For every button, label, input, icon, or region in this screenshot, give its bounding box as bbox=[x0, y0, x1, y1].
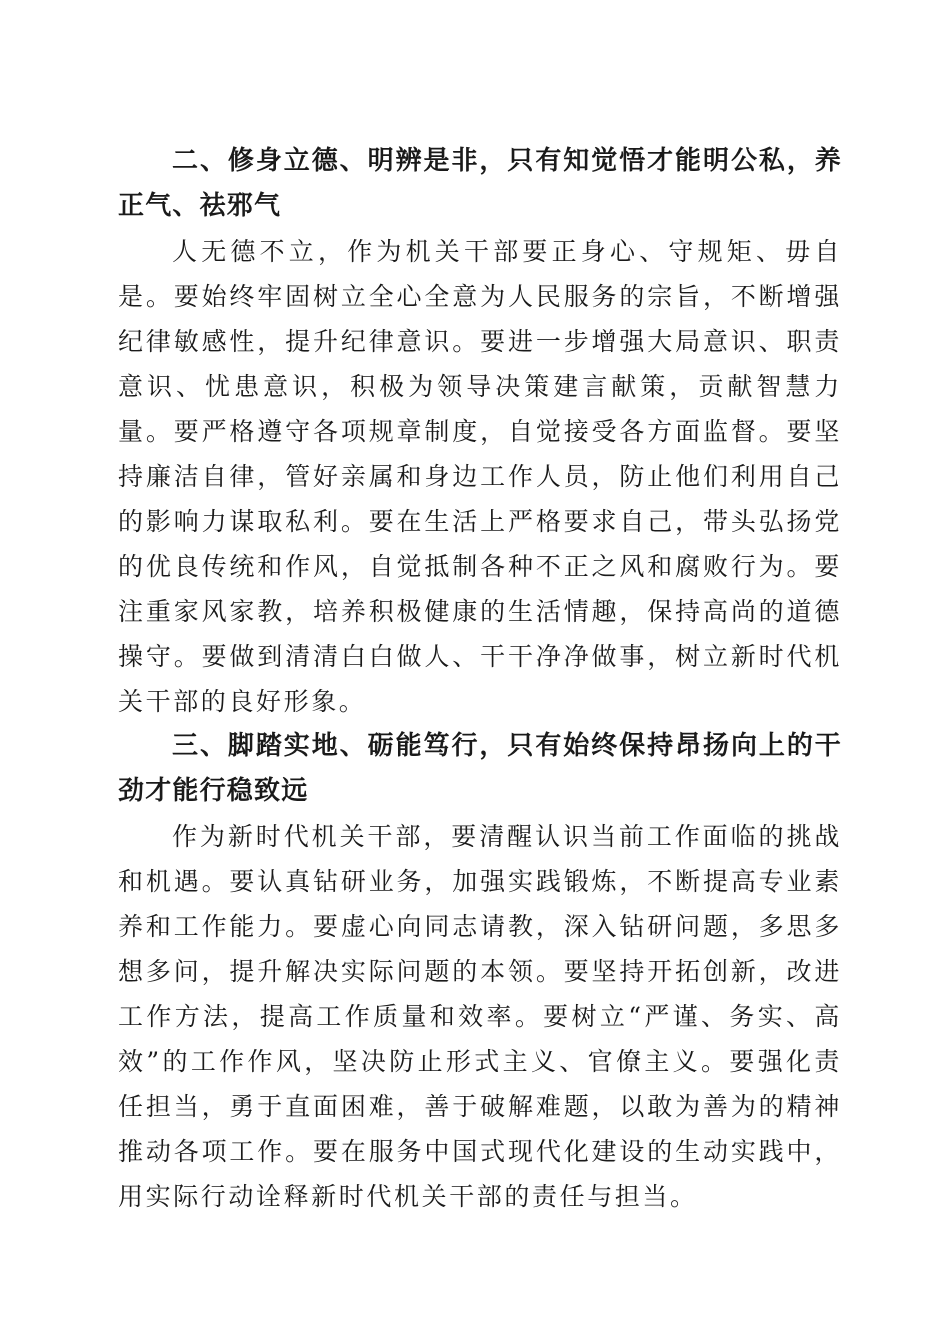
section-three-paragraph: 作为新时代机关干部，要清醒认识当前工作面临的挑战和机遇。要认真钻研业务，加强实践锻炼，不断提高专业素养和工作能力。要虚心向同志请教，深入钻研问题，多思多想多问，提升解决实际问题的本领。要坚持开拓创新，改进工作方法，提高工作质量和效率。要树立“严谨、务实、高效”的工作作风，坚决防止形式主义、官僚主义。要强化责任担当，勇于直面困难，善于破解难题，以敢为善为的精神推动各项工作。要在服务中国式现代化建设的生动实践中，用实际行动诠释新时代机关干部的责任与担当。 bbox=[118, 822, 842, 1211]
section-two-heading: 二、修身立德、明辨是非，只有知觉悟才能明公私，养正气、祛邪气 bbox=[118, 146, 842, 221]
section-three-heading: 三、脚踏实地、砺能笃行，只有始终保持昂扬向上的干劲才能行稳致远 bbox=[118, 731, 842, 806]
document-body bbox=[118, 139, 842, 1219]
section-two-paragraph: 人无德不立，作为机关干部要正身心、守规矩、毋自是。要始终牢固树立全心全意为人民服务的宗旨，不断增强纪律敏感性，提升纪律意识。要进一步增强大局意识、职责意识、忧患意识，积极为领导决策建言献策，贡献智慧力量。要严格遵守各项规章制度，自觉接受各方面监督。要坚持廉洁自律，管好亲属和身边工作人员，防止他们利用自己的影响力谋取私利。要在生活上严格要求自己，带头弘扬党的优良传统和作风，自觉抵制各种不正之风和腐败行为。要注重家风家教，培养积极健康的生活情趣，保持高尚的道德操守。要做到清清白白做人、干干净净做事，树立新时代机关干部的良好形象。 bbox=[118, 237, 842, 716]
